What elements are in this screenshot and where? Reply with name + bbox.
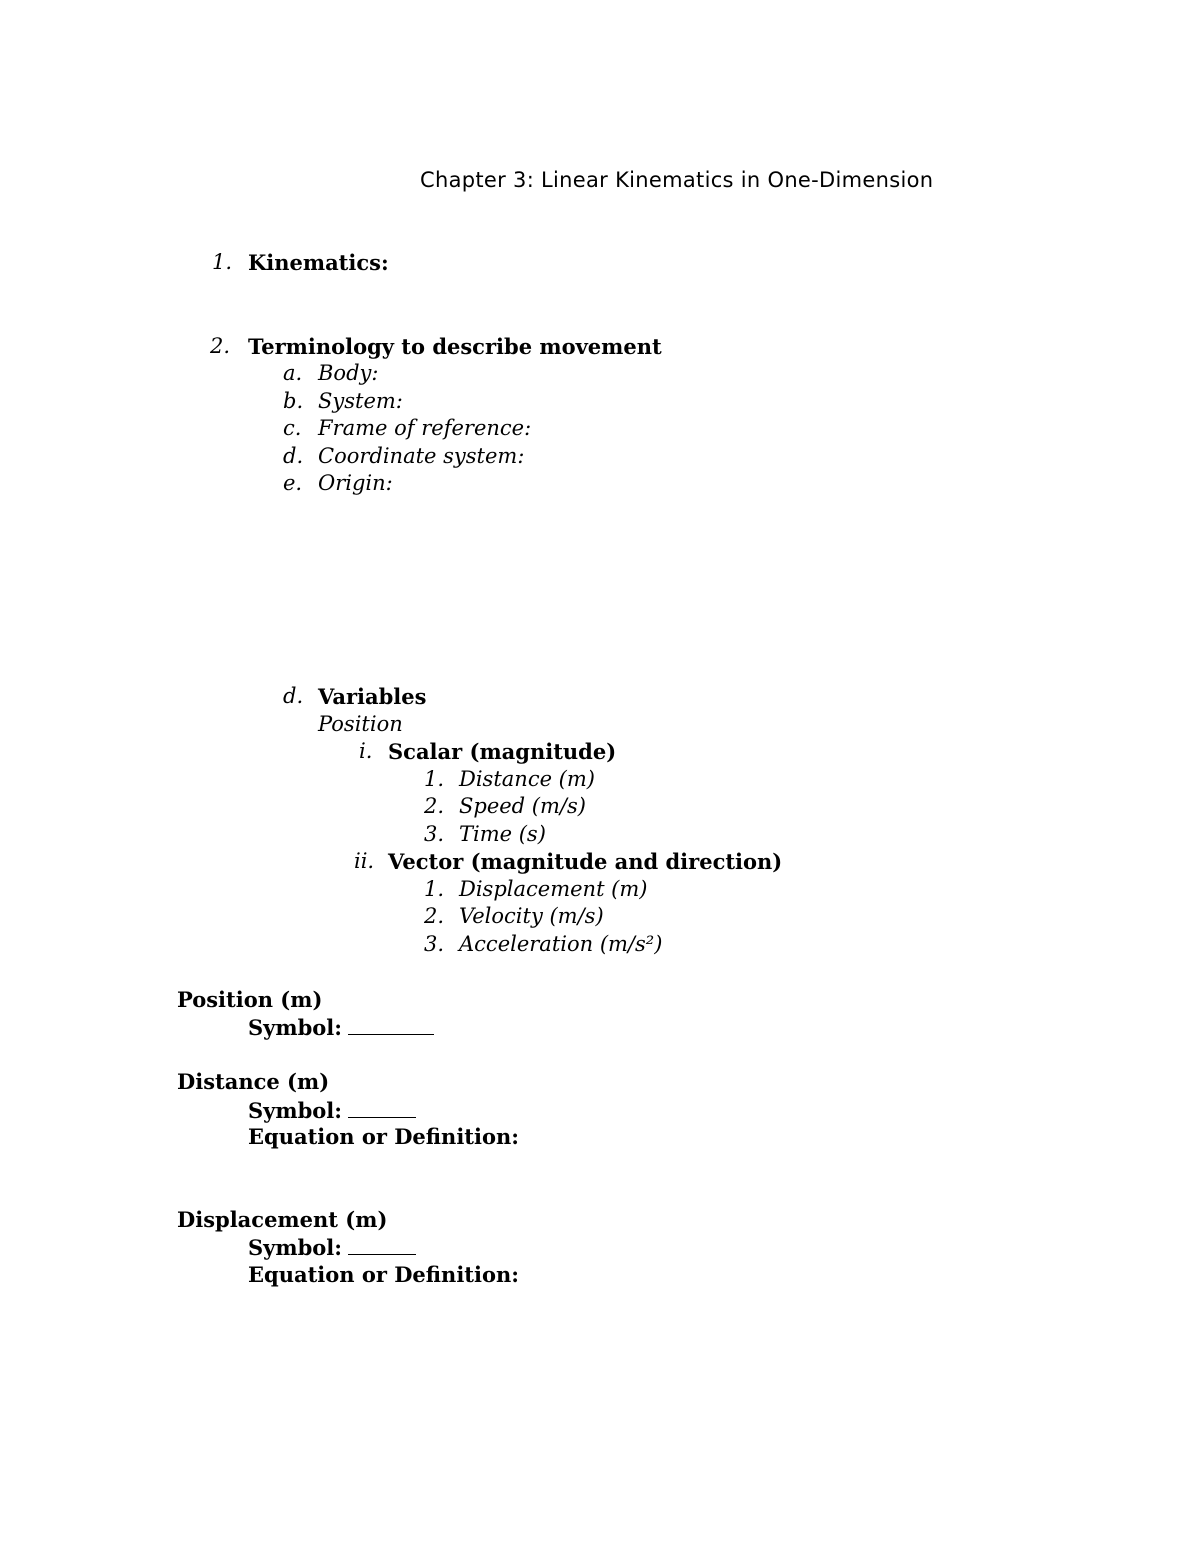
list-marker: 2. (424, 904, 445, 928)
displacement-heading: Displacement (m) (177, 1207, 388, 1232)
distance-heading: Distance (m) (177, 1069, 330, 1094)
list-item-frame-of-reference: Frame of reference: (318, 416, 532, 440)
list-item-body: Body: (318, 361, 379, 385)
list-item-displacement: Displacement (m) (459, 877, 648, 901)
symbol-field[interactable] (248, 1099, 416, 1121)
list-marker: 1. (212, 250, 233, 274)
list-marker: 2. (424, 794, 445, 818)
symbol-label: Symbol: (248, 1015, 343, 1040)
symbol-blank[interactable] (348, 1236, 416, 1255)
list-marker: 1. (424, 767, 445, 791)
list-marker: 3. (424, 822, 445, 846)
page-title: Chapter 3: Linear Kinematics in One-Dimension (420, 168, 934, 192)
list-item-coordinate-system: Coordinate system: (318, 444, 525, 468)
list-item-time: Time (s) (459, 822, 546, 846)
position-label: Position (318, 712, 403, 736)
list-item-acceleration: Acceleration (m/s²) (459, 932, 663, 956)
list-marker: b. (283, 389, 304, 413)
list-marker: 1. (424, 877, 445, 901)
position-heading: Position (m) (177, 987, 323, 1012)
list-marker: 3. (424, 932, 445, 956)
symbol-blank[interactable] (348, 1016, 434, 1035)
symbol-label: Symbol: (248, 1235, 343, 1260)
symbol-blank[interactable] (348, 1099, 416, 1118)
list-item-origin: Origin: (318, 471, 393, 495)
list-marker: e. (283, 471, 303, 495)
symbol-label: Symbol: (248, 1098, 343, 1123)
list-marker: d. (283, 444, 304, 468)
list-marker: a. (283, 361, 303, 385)
list-marker: d. (283, 684, 304, 708)
list-marker: c. (283, 416, 302, 440)
symbol-field[interactable] (248, 1016, 434, 1038)
symbol-field[interactable] (248, 1236, 416, 1258)
list-item-velocity: Velocity (m/s) (459, 904, 604, 928)
list-item-distance: Distance (m) (459, 767, 595, 791)
list-marker: ii. (354, 849, 375, 873)
equation-label: Equation or Definition: (248, 1124, 520, 1149)
equation-label: Equation or Definition: (248, 1262, 520, 1287)
list-marker: 2. (210, 334, 231, 358)
list-item-speed: Speed (m/s) (459, 794, 586, 818)
list-item-system: System: (318, 389, 403, 413)
variables-heading: Variables (318, 684, 427, 709)
terminology-heading: Terminology to describe movement (248, 334, 662, 359)
vector-heading: Vector (magnitude and direction) (388, 849, 783, 874)
list-marker: i. (359, 739, 373, 763)
scalar-heading: Scalar (magnitude) (388, 739, 617, 764)
kinematics-heading: Kinematics: (248, 250, 389, 275)
